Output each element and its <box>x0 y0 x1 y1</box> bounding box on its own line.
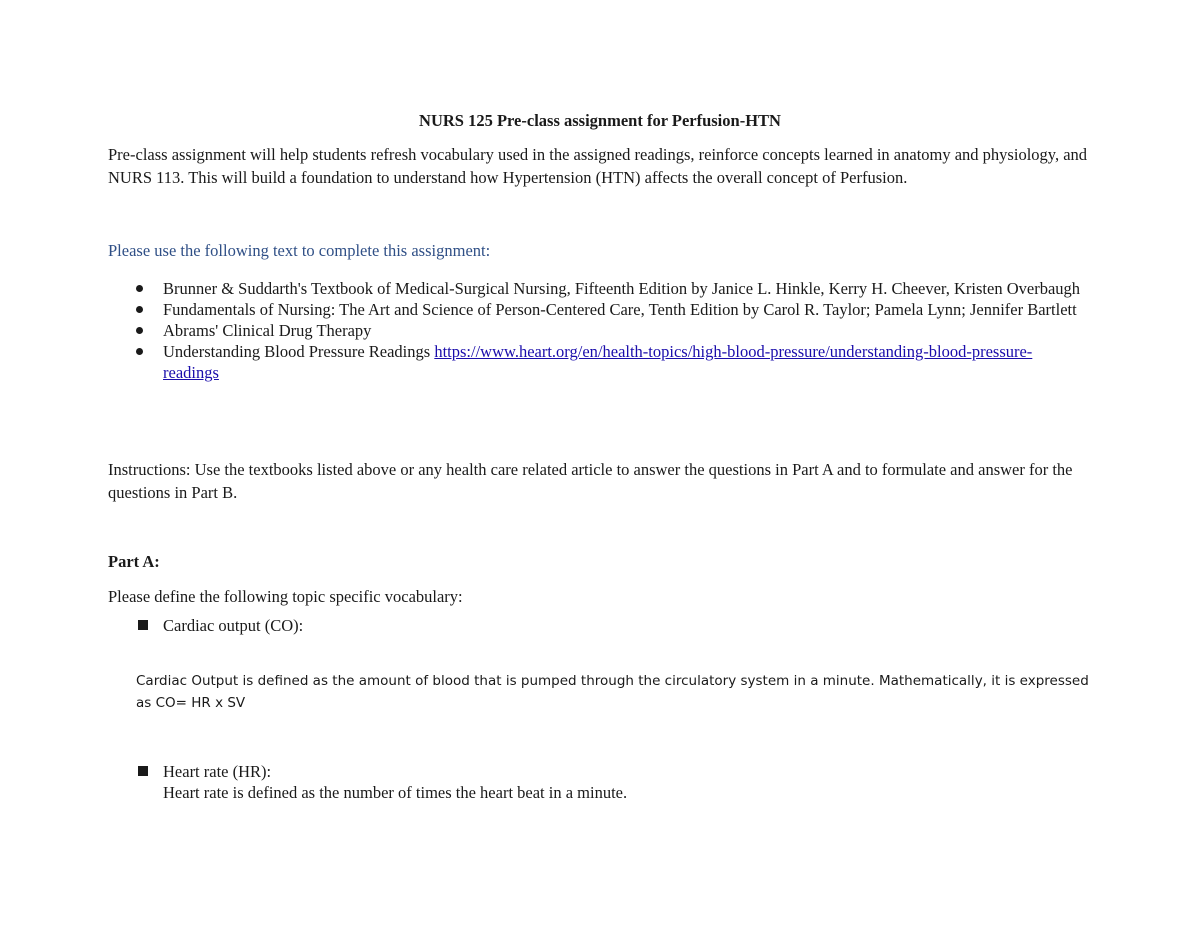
vocab-list-hr <box>108 761 1098 803</box>
bullet-icon <box>136 348 143 355</box>
vocab-list-co <box>108 615 1098 636</box>
bullet-icon <box>136 306 143 313</box>
reference-item <box>108 278 1088 299</box>
page-title: NURS 125 Pre-class assignment for Perfusion-HTN <box>419 111 781 130</box>
reference-text: Brunner & Suddarth's Textbook of Medical-Surgical Nursing, Fifteenth Edition by Janice L. Hinkle, Kerry H. Cheever, Kristen Overbaugh <box>163 279 1081 298</box>
vocab-term: Heart rate (HR): <box>163 762 272 781</box>
part-a-prompt: Please define the following topic specific vocabulary: <box>108 587 463 606</box>
intro-paragraph: Pre-class assignment will help students refresh vocabulary used in the assigned readings, reinforce concepts learned in anatomy and physiology, and NURS 113. This will build a foundation to understand how Hypertension (HTN) affects the overall concept of Perfusion. <box>108 145 1088 187</box>
use-text-heading: Please use the following text to complete this assignment: <box>108 241 491 260</box>
vocab-item <box>108 761 1098 803</box>
reference-item <box>108 299 1088 320</box>
reference-text: Fundamentals of Nursing: The Art and Science of Person-Centered Care, Tenth Edition by Carol R. Taylor; Pamela Lynn; Jennifer Bartlett <box>163 300 1077 319</box>
square-bullet-icon <box>138 620 148 630</box>
bullet-icon <box>136 327 143 334</box>
square-bullet-icon <box>138 766 148 776</box>
reference-list <box>108 278 1088 383</box>
cardiac-output-answer: Cardiac Output is defined as the amount of blood that is pumped through the circulatory system in a minute. Mathematically, it is expressed as CO= HR x SV <box>136 673 1089 711</box>
reference-text: Abrams' Clinical Drug Therapy <box>163 321 372 340</box>
blood-pressure-link[interactable]: https://www.heart.org/en/health-topics/high-blood-pressure/understanding-blood-pressure-readings <box>163 342 1033 382</box>
vocab-term: Cardiac output (CO): <box>163 616 304 635</box>
reference-item <box>108 341 1088 383</box>
bullet-icon <box>136 285 143 292</box>
reference-text: Understanding Blood Pressure Readings <box>163 342 435 361</box>
heart-rate-answer: Heart rate is defined as the number of times the heart beat in a minute. <box>163 783 628 802</box>
reference-item <box>108 320 1088 341</box>
part-a-heading: Part A: <box>108 552 160 571</box>
instructions-paragraph: Instructions: Use the textbooks listed above or any health care related article to answer the questions in Part A and to formulate and answer for the questions in Part B. <box>108 460 1073 502</box>
vocab-item <box>108 615 1098 636</box>
